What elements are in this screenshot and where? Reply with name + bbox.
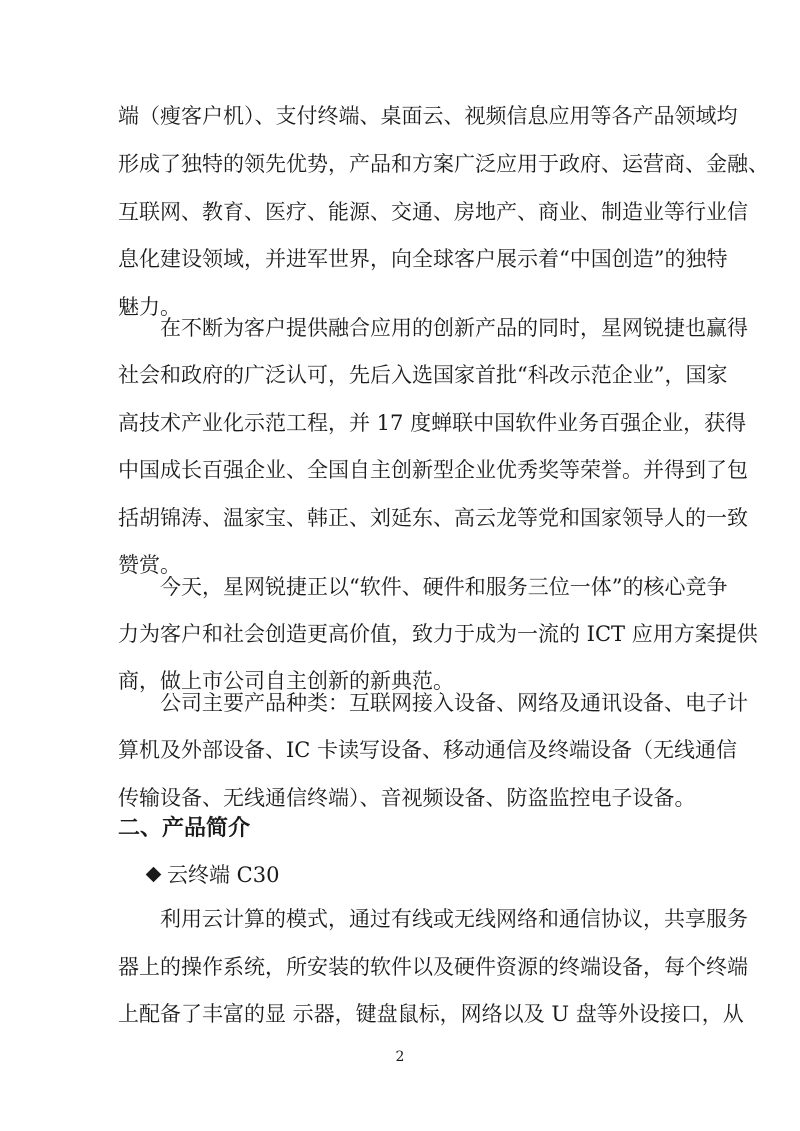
text-line: 社会和政府的广泛认可，先后入选国家首批“科改示范企业”，国家: [118, 363, 728, 387]
text-line: 商，做上市公司自主创新的新典范。: [118, 669, 454, 693]
product-bullet: [148, 863, 279, 887]
text-line: 端（瘦客户机）、支付终端、桌面云、视频信息应用等各产品领域均: [118, 104, 738, 128]
product-bullet-label: 云终端 C30: [167, 863, 280, 887]
diamond-bullet-icon: [146, 867, 162, 883]
text-line: 传输设备、无线通信终端）、音视频设备、防盗监控电子设备。: [118, 786, 696, 810]
text-line: 形成了独特的领先优势，产品和方案广泛应用于政府、运营商、金融、: [118, 152, 769, 176]
text-line: 在不断为客户提供融合应用的创新产品的同时，星网锐捷也赢得: [160, 316, 748, 340]
text-line: 今天，星网锐捷正以“软件、硬件和服务三位一体”的核心竞争: [160, 575, 728, 599]
section-heading: 二、产品简介: [118, 816, 251, 841]
text-line: 中国成长百强企业、全国自主创新型企业优秀奖等荣誉。并得到了包: [118, 458, 748, 482]
text-line: 魅力。: [118, 295, 181, 319]
text-line: 息化建设领域，并进军世界，向全球客户展示着“中国创造”的独特: [118, 247, 728, 271]
text-line: 括胡锦涛、温家宝、韩正、刘延东、高云龙等党和国家领导人的一致: [118, 506, 748, 530]
page-number: 2: [395, 1049, 405, 1065]
text-line: 公司主要产品种类：互联网接入设备、网络及通讯设备、电子计: [160, 691, 748, 715]
text-line: 算机及外部设备、IC 卡读写设备、移动通信及终端设备（无线通信: [118, 738, 738, 762]
text-line: 高技术产业化示范工程，并 17 度蝉联中国软件业务百强企业，获得: [118, 411, 747, 435]
text-line: 器上的操作系统，所安装的软件以及硬件资源的终端设备，每个终端: [118, 955, 748, 979]
text-line: 上配备了丰富的显 示器，键盘鼠标，网络以及 U 盘等外设接口，从: [118, 1002, 744, 1026]
text-line: 互联网、教育、医疗、能源、交通、房地产、商业、制造业等行业信: [118, 200, 748, 224]
text-line: 利用云计算的模式，通过有线或无线网络和通信协议，共享服务: [160, 907, 748, 931]
text-line: 力为客户和社会创造更高价值，致力于成为一流的 ICT 应用方案提供: [118, 622, 758, 646]
text-line: 赞赏。: [118, 553, 181, 577]
